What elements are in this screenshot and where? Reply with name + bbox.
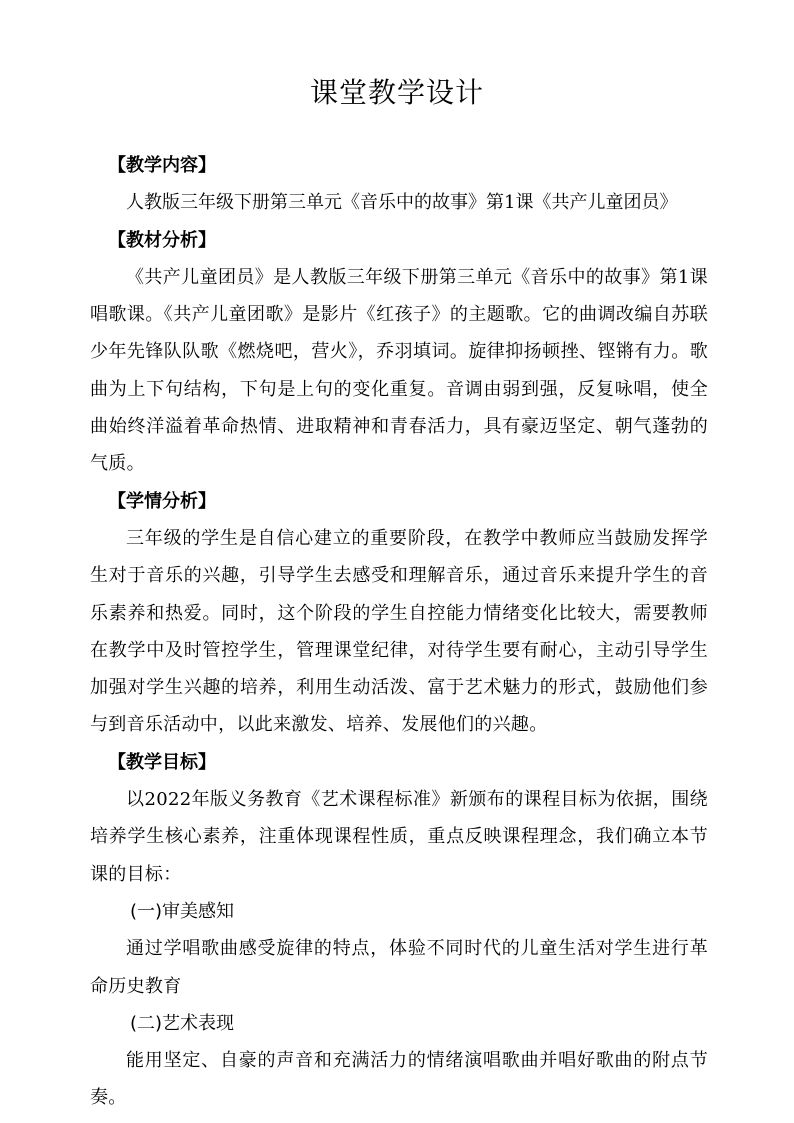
section-heading-goals: 【教学目标】 xyxy=(108,751,216,773)
goal-text-aesthetic: 通过学唱歌曲感受旋律的特点，体验不同时代的儿童生活对学生进行革命历史教育 xyxy=(90,938,708,997)
section-text-students: 三年级的学生是自信心建立的重要阶段，在教学中教师应当鼓励发挥学生对于音乐的兴趣，引导学生去感受和理解音乐，通过音乐来提升学生的音乐素养和热爱。同时，这个阶段的学生自控能力情绪变化比较大，需要教师在教学中及时管控学生，管理课堂纪律，对待学生要有耐心，主动引导学生加强对学生兴趣的培养，利用生动活泼、富于艺术魅力的形式，鼓励他们参与到音乐活动中，以此来激发、培养、发展他们的兴趣。 xyxy=(90,527,708,736)
section-heading-material: 【教材分析】 xyxy=(108,229,216,251)
section-text-goals: 以2022年版义务教育《艺术课程标准》新颁布的课程目标为依据，围绕培养学生核心素养，注重体现课程性质，重点反映课程理念，我们确立本节课的目标： xyxy=(90,789,708,885)
page-title: 课堂教学设计 xyxy=(309,76,484,109)
section-text-material: 《共产儿童团员》是人教版三年级下册第三单元《音乐中的故事》第1课唱歌课。《共产儿童团歌》是影片《红孩子》的主题歌。它的曲调改编自苏联少年先锋队队歌《燃烧吧，营火》，乔羽填词。旋律抑扬顿挫、铿锵有力。歌曲为上下句结构，下句是上句的变化重复。音调由弱到强，反复咏唱，使全曲始终洋溢着革命热情、进取精神和青春活力，具有豪迈坚定、朝气蓬勃的气质。 xyxy=(90,266,708,475)
goal-label-aesthetic: (一)审美感知 xyxy=(130,900,235,922)
goal-label-performance: (二)艺术表现 xyxy=(130,1012,235,1034)
section-heading-students: 【学情分析】 xyxy=(108,490,216,512)
goal-text-performance: 能用坚定、自豪的声音和充满活力的情绪演唱歌曲并唱好歌曲的附点节奏。 xyxy=(90,1050,708,1109)
document-body xyxy=(90,147,708,1117)
section-text-content: 人教版三年级下册第三单元《音乐中的故事》第1课《共产儿童团员》 xyxy=(126,192,678,214)
section-heading-content: 【教学内容】 xyxy=(108,155,216,176)
